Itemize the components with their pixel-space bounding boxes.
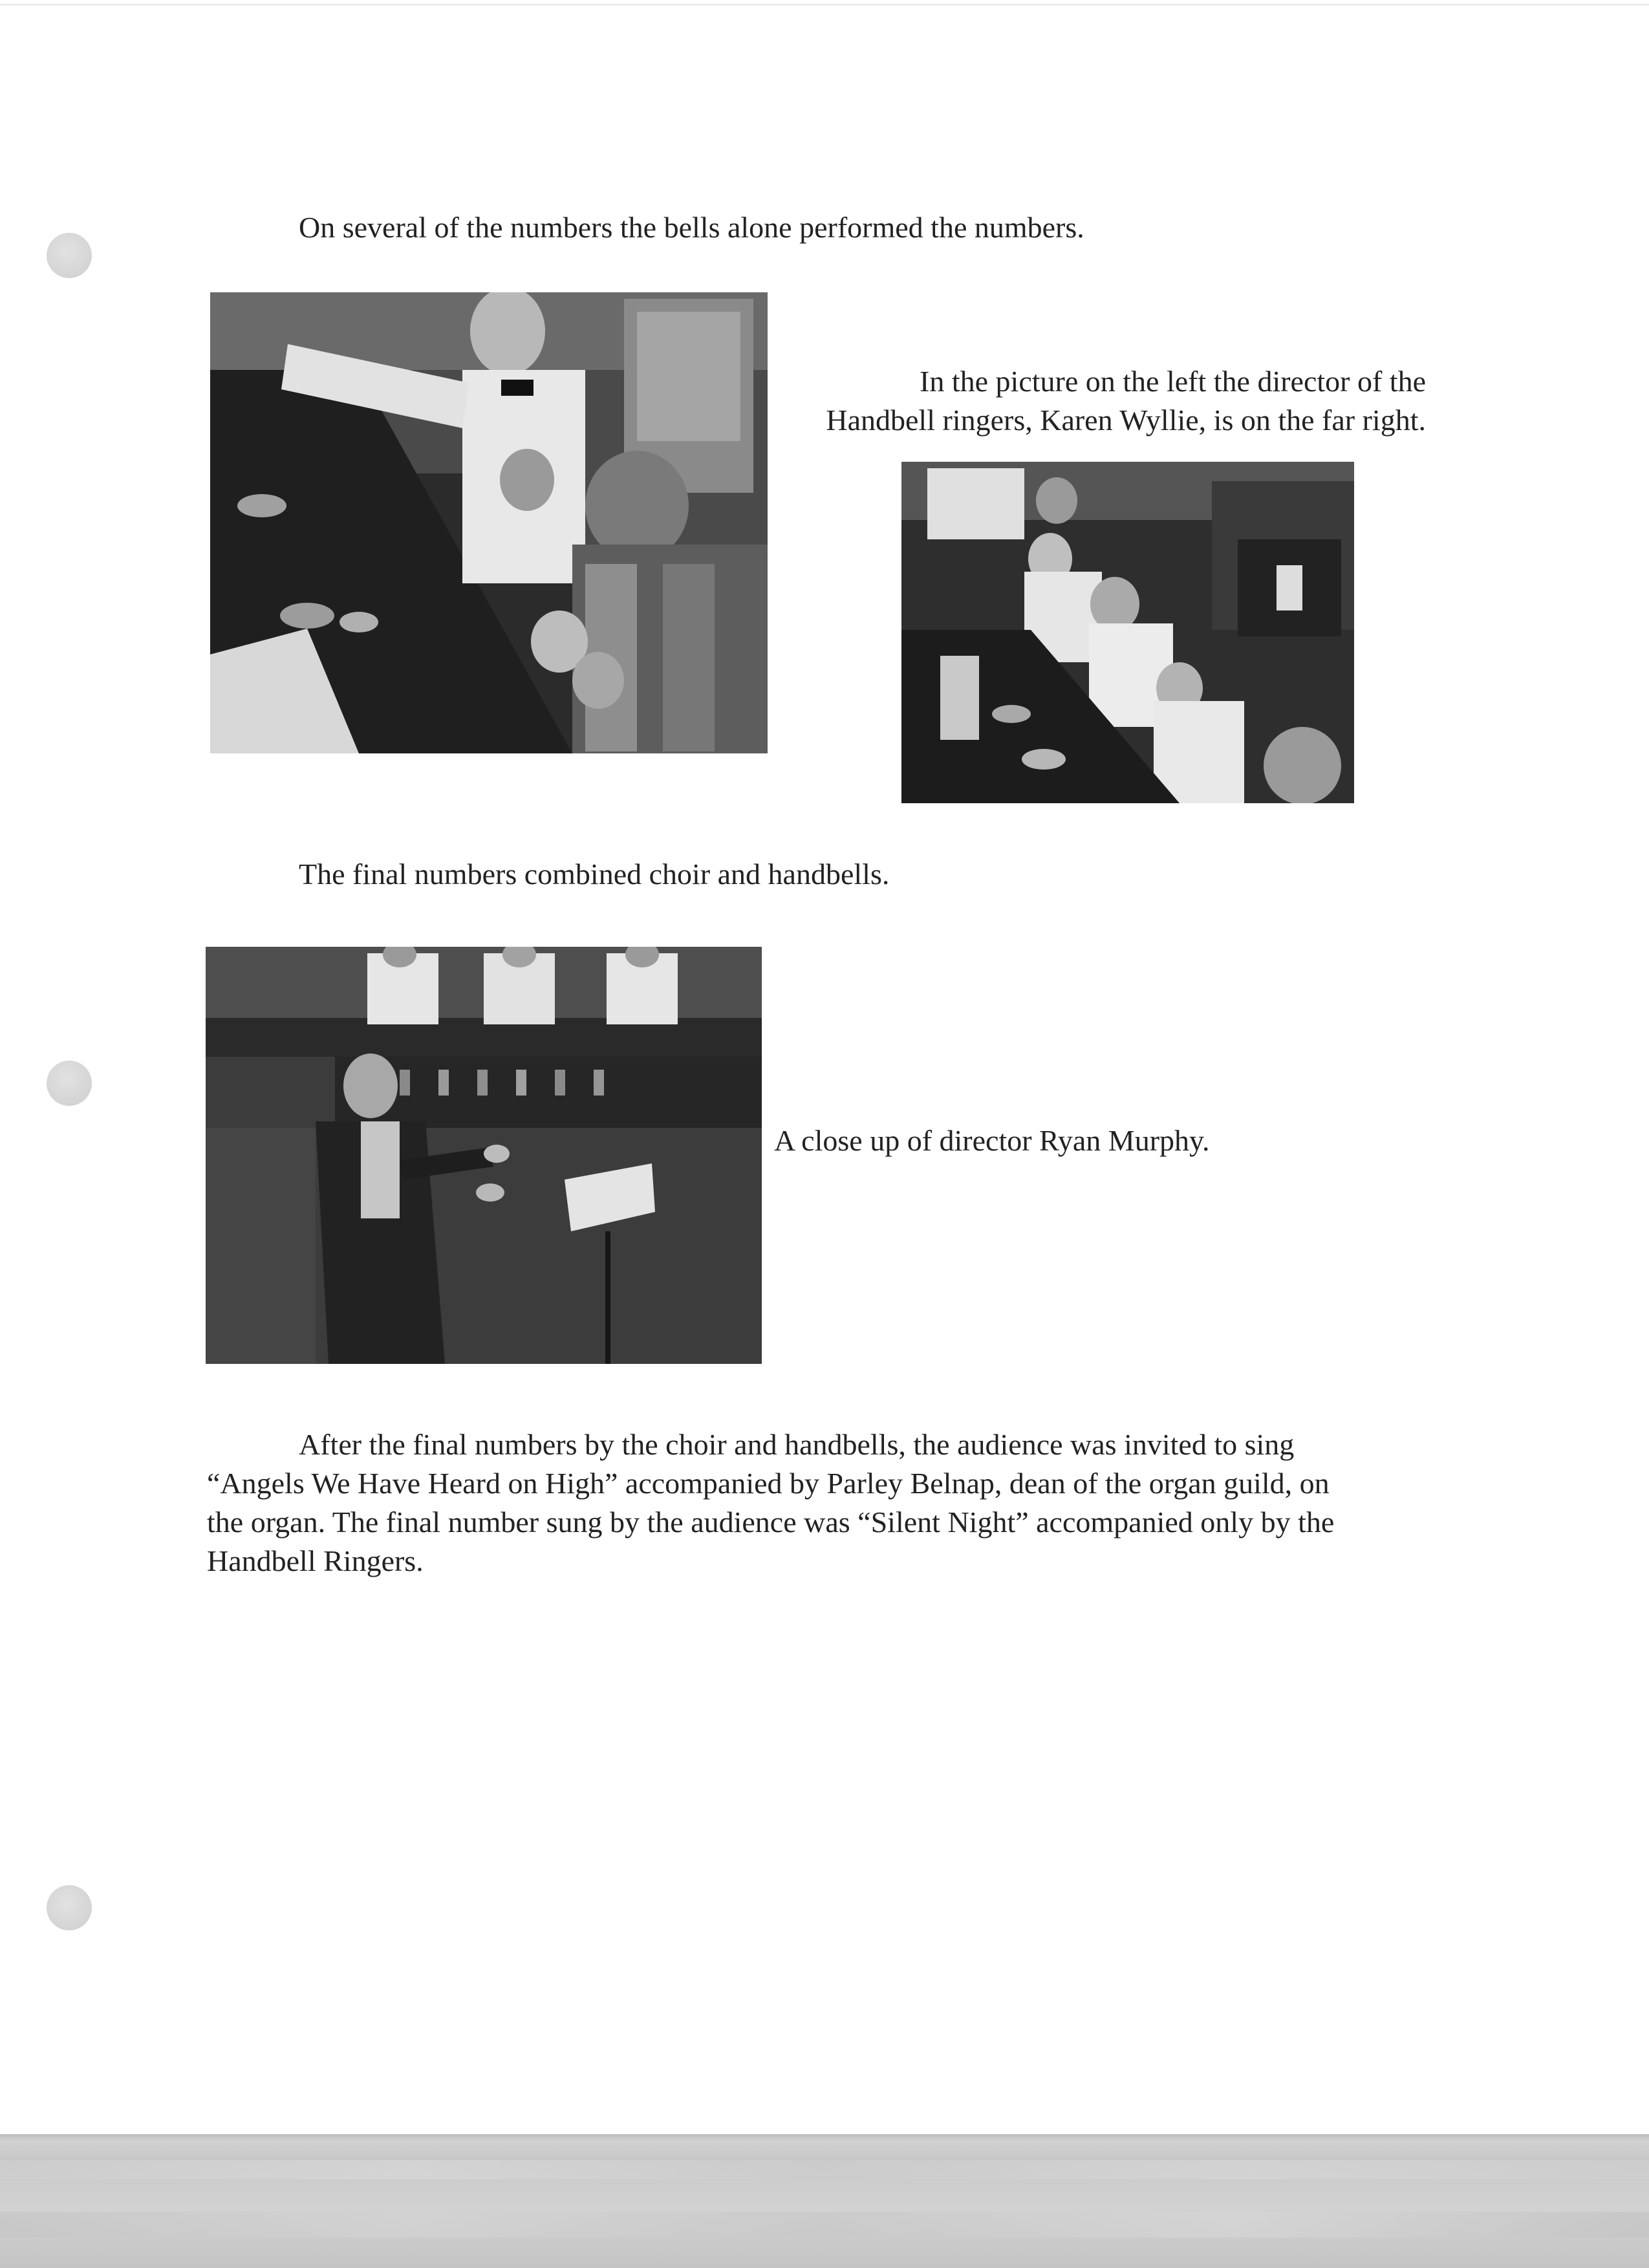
caption-director-ryan-murphy: A close up of director Ryan Murphy. xyxy=(774,1124,1210,1157)
scanner-band-edge xyxy=(0,2134,1649,2141)
photo-director-ryan-murphy xyxy=(206,947,762,1364)
closing-paragraph-line-2: “Angels We Have Heard on High” accompanied by Parley Belnap, dean of the organ guild, on xyxy=(207,1467,1330,1500)
photo-director-ryan-murphy-image xyxy=(206,947,762,1364)
closing-paragraph-line-1: After the final numbers by the choir and handbells, the audience was invited to sing xyxy=(299,1428,1295,1461)
punch-hole-middle xyxy=(47,1061,92,1106)
photo-handbell-ringers-closeup-image xyxy=(210,292,768,753)
intro-sentence: On several of the numbers the bells alone performed the numbers. xyxy=(299,211,1084,244)
photo-handbell-ringers-wide-image xyxy=(901,462,1354,803)
photo-handbell-ringers-closeup xyxy=(210,292,768,753)
caption-right-line-1: In the picture on the left the director of the xyxy=(920,365,1426,398)
final-numbers-sentence: The final numbers combined choir and handbells. xyxy=(299,858,890,891)
punch-hole-bottom xyxy=(47,1885,92,1930)
scanner-bottom-band xyxy=(0,2134,1649,2268)
closing-paragraph-line-4: Handbell Ringers. xyxy=(207,1544,424,1577)
scanner-band-strip xyxy=(0,2212,1649,2238)
closing-paragraph-line-3: the organ. The final number sung by the audience was “Silent Night” accompanied only by the xyxy=(207,1506,1335,1539)
photo-handbell-ringers-wide xyxy=(901,462,1354,803)
closing-paragraph xyxy=(207,1425,1449,1581)
caption-director-karen-wyllie xyxy=(763,362,1426,440)
scanner-band-strip xyxy=(0,2160,1649,2179)
caption-right-line-2: Handbell ringers, Karen Wyllie, is on the far right. xyxy=(826,404,1426,437)
top-scan-edge xyxy=(0,4,1649,6)
punch-hole-top xyxy=(47,233,92,278)
